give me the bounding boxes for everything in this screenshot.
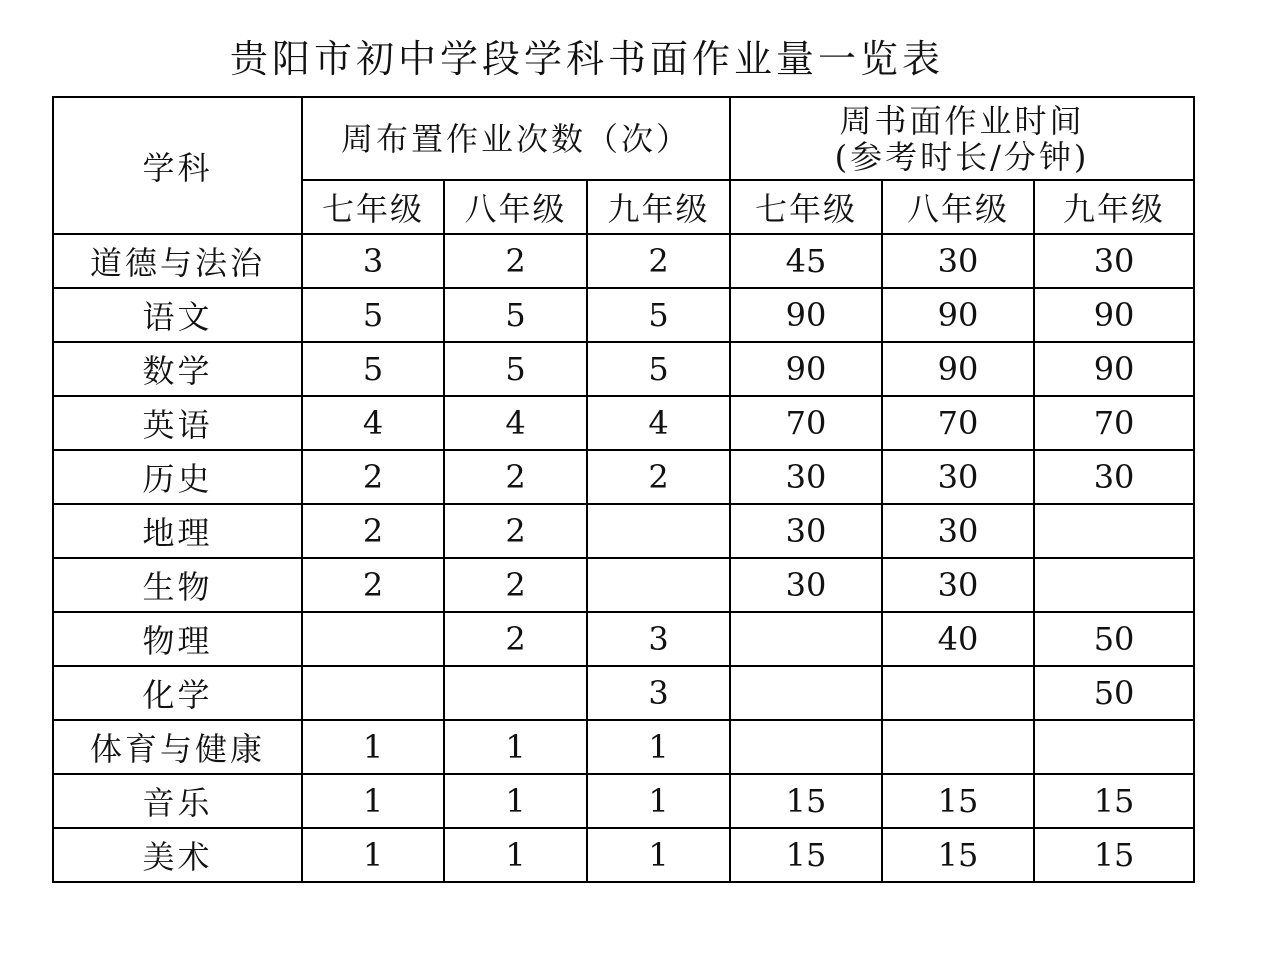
count-cell: 2	[587, 234, 730, 288]
count-cell: 5	[302, 288, 444, 342]
time-cell: 90	[730, 288, 882, 342]
time-cell: 30	[730, 450, 882, 504]
count-cell: 2	[444, 504, 587, 558]
weekly-time-header-line1: 周书面作业时间	[839, 101, 1085, 140]
grade-header: 九年级	[1034, 180, 1194, 234]
grade-header: 七年级	[302, 180, 444, 234]
count-cell: 4	[587, 396, 730, 450]
time-cell: 90	[882, 288, 1034, 342]
time-cell: 30	[730, 558, 882, 612]
count-cell	[302, 612, 444, 666]
count-cell: 5	[444, 342, 587, 396]
count-cell: 4	[444, 396, 587, 450]
count-cell: 4	[302, 396, 444, 450]
weekly-time-header-line2: (参考时长/分钟)	[834, 137, 1090, 176]
count-cell: 1	[587, 828, 730, 882]
table-row	[53, 234, 1194, 288]
table-row	[53, 558, 1194, 612]
homework-table	[52, 96, 1195, 883]
count-cell: 5	[587, 342, 730, 396]
time-cell: 30	[1034, 450, 1194, 504]
grade-header: 八年级	[882, 180, 1034, 234]
subject-header: 学科	[53, 97, 302, 234]
count-cell: 3	[587, 666, 730, 720]
count-cell: 2	[444, 234, 587, 288]
time-cell: 90	[882, 342, 1034, 396]
count-cell: 1	[444, 774, 587, 828]
subject-cell: 美术	[53, 828, 302, 882]
time-cell	[730, 666, 882, 720]
time-cell	[1034, 720, 1194, 774]
count-cell: 2	[444, 558, 587, 612]
subject-cell: 化学	[53, 666, 302, 720]
weekly-count-header: 周布置作业次数（次）	[302, 97, 730, 180]
time-cell: 50	[1034, 612, 1194, 666]
count-cell: 1	[302, 828, 444, 882]
time-cell: 15	[1034, 828, 1194, 882]
time-cell: 30	[882, 504, 1034, 558]
table-row	[53, 504, 1194, 558]
subject-cell: 道德与法治	[53, 234, 302, 288]
subject-cell: 数学	[53, 342, 302, 396]
page-title: 贵阳市初中学段学科书面作业量一览表	[230, 37, 945, 81]
time-cell: 40	[882, 612, 1034, 666]
count-cell: 5	[444, 288, 587, 342]
table-row	[53, 342, 1194, 396]
time-cell: 90	[1034, 342, 1194, 396]
table-row	[53, 288, 1194, 342]
count-cell: 3	[587, 612, 730, 666]
subject-cell: 体育与健康	[53, 720, 302, 774]
table-row	[53, 774, 1194, 828]
time-cell: 70	[1034, 396, 1194, 450]
count-cell: 2	[302, 558, 444, 612]
time-cell: 30	[882, 450, 1034, 504]
time-cell: 15	[730, 774, 882, 828]
time-cell: 30	[730, 504, 882, 558]
time-cell: 30	[882, 234, 1034, 288]
subject-cell: 语文	[53, 288, 302, 342]
time-cell	[1034, 558, 1194, 612]
count-cell: 1	[444, 828, 587, 882]
count-cell: 1	[302, 774, 444, 828]
time-cell	[882, 666, 1034, 720]
time-cell: 70	[730, 396, 882, 450]
time-cell	[730, 720, 882, 774]
count-cell: 1	[302, 720, 444, 774]
count-cell	[302, 666, 444, 720]
table-row	[53, 612, 1194, 666]
grade-header: 八年级	[444, 180, 587, 234]
grade-header: 七年级	[730, 180, 882, 234]
count-cell: 1	[587, 720, 730, 774]
table-row	[53, 396, 1194, 450]
time-cell: 30	[1034, 234, 1194, 288]
time-cell	[1034, 504, 1194, 558]
grade-header: 九年级	[587, 180, 730, 234]
subject-cell: 生物	[53, 558, 302, 612]
time-cell: 45	[730, 234, 882, 288]
count-cell	[444, 666, 587, 720]
header-row-groups	[53, 97, 1194, 180]
count-cell: 5	[587, 288, 730, 342]
time-cell: 90	[1034, 288, 1194, 342]
time-cell: 15	[882, 774, 1034, 828]
table-row	[53, 720, 1194, 774]
time-cell: 15	[730, 828, 882, 882]
count-cell	[587, 558, 730, 612]
table-row	[53, 450, 1194, 504]
count-cell: 1	[587, 774, 730, 828]
table-row	[53, 828, 1194, 882]
count-cell: 2	[444, 612, 587, 666]
time-cell: 90	[730, 342, 882, 396]
subject-cell: 音乐	[53, 774, 302, 828]
time-cell: 15	[882, 828, 1034, 882]
count-cell: 1	[444, 720, 587, 774]
weekly-time-header	[730, 97, 1194, 180]
count-cell: 3	[302, 234, 444, 288]
subject-cell: 历史	[53, 450, 302, 504]
table-row	[53, 666, 1194, 720]
time-cell: 30	[882, 558, 1034, 612]
count-cell: 2	[444, 450, 587, 504]
time-cell: 15	[1034, 774, 1194, 828]
time-cell	[730, 612, 882, 666]
subject-cell: 地理	[53, 504, 302, 558]
subject-cell: 英语	[53, 396, 302, 450]
time-cell: 70	[882, 396, 1034, 450]
time-cell: 50	[1034, 666, 1194, 720]
count-cell: 2	[587, 450, 730, 504]
count-cell: 2	[302, 450, 444, 504]
time-cell	[882, 720, 1034, 774]
subject-cell: 物理	[53, 612, 302, 666]
count-cell: 5	[302, 342, 444, 396]
count-cell	[587, 504, 730, 558]
count-cell: 2	[302, 504, 444, 558]
